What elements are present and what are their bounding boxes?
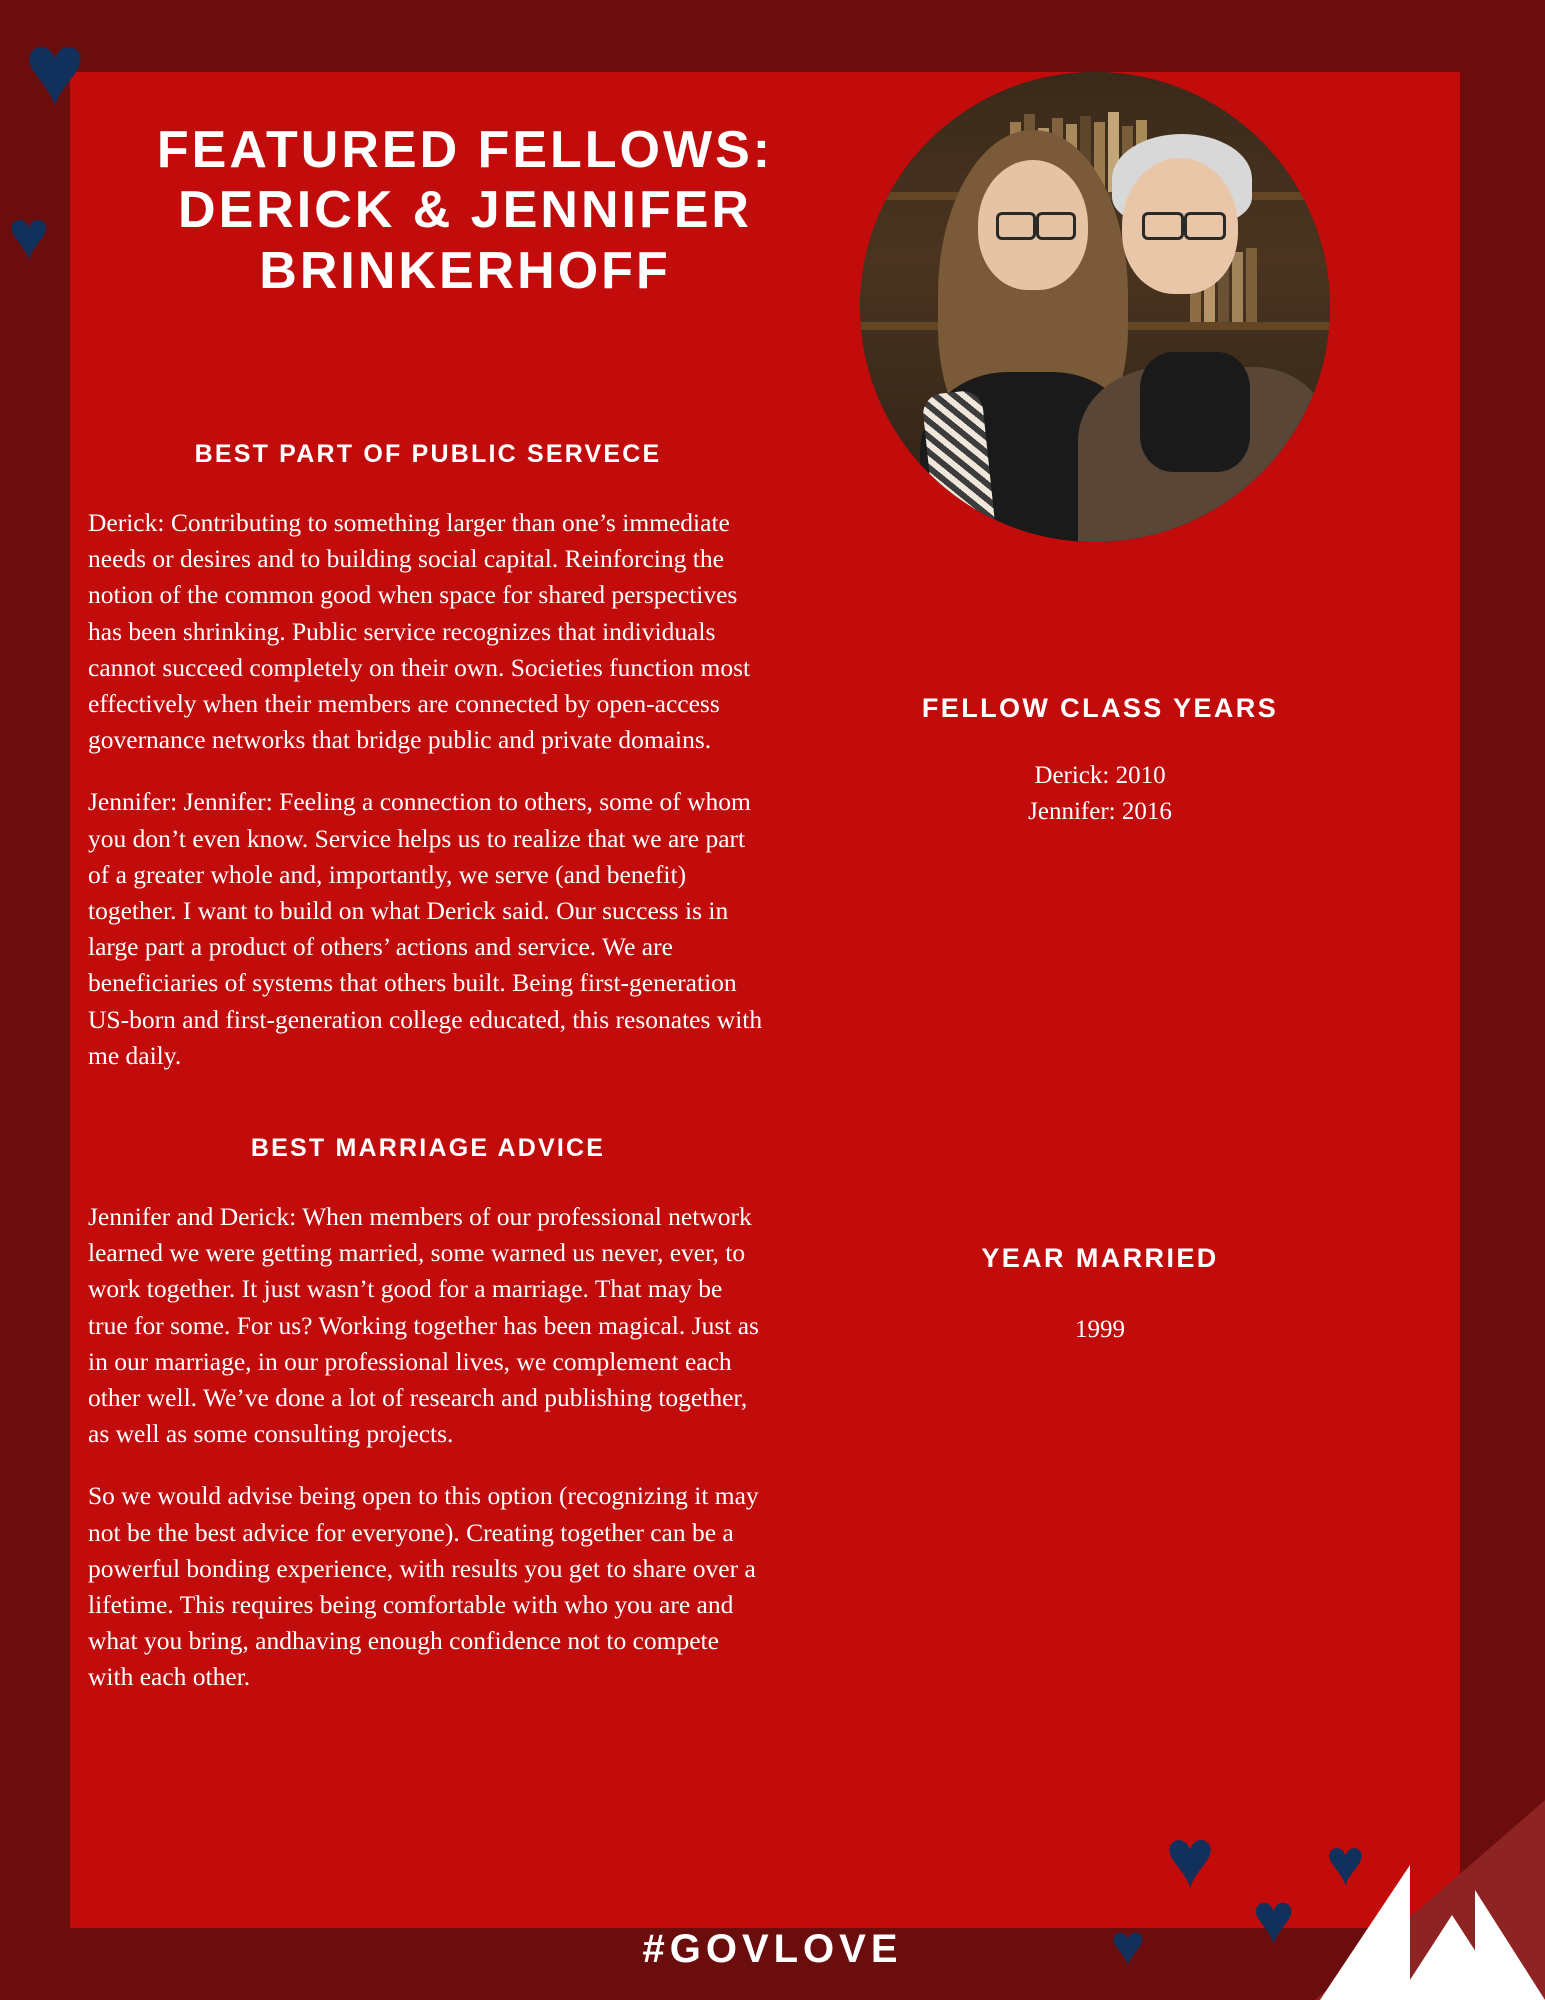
glasses-icon — [1036, 212, 1076, 240]
sidebar-fellow-class — [880, 690, 1320, 829]
heart-icon: ♥ — [1252, 1879, 1295, 1959]
heart-icon: ♥ — [24, 12, 86, 128]
person-right-turtleneck — [1140, 352, 1250, 472]
paragraph-advice-2: So we would advise being open to this option (recognizing it may not be the best advice for everyone). Creating together can be a powerful bonding experience, with results you get to share over a lifetime. This requires being comfortable with who you are and what you bring, andhaving enough confidence not to compete with each other. — [88, 1481, 759, 1692]
section-heading-marriage-advice: BEST MARRIAGE ADVICE — [250, 1134, 606, 1163]
sidebar-value-jennifer-year: Jennifer: 2016 — [1028, 797, 1172, 825]
main-content — [88, 440, 768, 1722]
glasses-icon — [1184, 212, 1226, 240]
paragraph-jennifer: Jennifer: Jennifer: Feeling a connection to others, some of whom you don’t even know. Service helps us to realize that we are part of a greater whole and, importantly, we serve (and benefit) together. I want to build on what Derick said. Our success is in large part a product of others’ actions and service. We are beneficiaries of systems that others built. Being first-generation US-born and first-generation college educated, this resonates with me daily. — [88, 787, 763, 1070]
title-line-2: DERICK & JENNIFER — [178, 181, 752, 240]
sidebar-heading-year-married: YEAR MARRIED — [981, 1243, 1219, 1273]
paragraph-derick: Derick: Contributing to something larger than one’s immediate needs or desires and to building social capital. Reinforcing the notion of the common good when space for shared perspectives has been shrinking. Public service recognizes that individuals cannot succeed completely on their own. Societies function most effectively when their members are connected by open-access governance networks that bridge public and private domains. — [88, 508, 751, 755]
glasses-icon — [1142, 212, 1184, 240]
heart-icon: ♥ — [1110, 1913, 1145, 1978]
page-title — [70, 120, 860, 301]
sidebar-value-derick-year: Derick: 2010 — [1034, 762, 1166, 790]
glasses-icon — [996, 212, 1036, 240]
sidebar-value-year-married: 1999 — [1075, 1316, 1125, 1344]
portrait-photo — [860, 72, 1330, 542]
paragraph-advice-1: Jennifer and Derick: When members of our professional network learned we were getting married, some warned us never, ever, to work together. It just wasn’t good for a marriage. That may be true for some. For us? Working together has been magical. Just as in our marriage, in our professional lives, we complement each other well. We’ve done a lot of research and publishing together, as well as some consulting projects. — [88, 1202, 759, 1449]
footer-hashtag: #GOVLOVE — [642, 1927, 903, 1971]
sidebar-year-married — [880, 1240, 1320, 1344]
heart-icon: ♥ — [1165, 1811, 1215, 1905]
sidebar-heading-fellow-class: FELLOW CLASS YEARS — [921, 693, 1279, 723]
heart-icon: ♥ — [1325, 1825, 1365, 1899]
section-heading-public-service: BEST PART OF PUBLIC SERVECE — [194, 440, 662, 468]
heart-icon: ♥ — [8, 196, 50, 274]
title-line-1: FEATURED FELLOWS: — [156, 121, 774, 179]
title-line-3: BRINKERHOFF — [259, 241, 671, 300]
